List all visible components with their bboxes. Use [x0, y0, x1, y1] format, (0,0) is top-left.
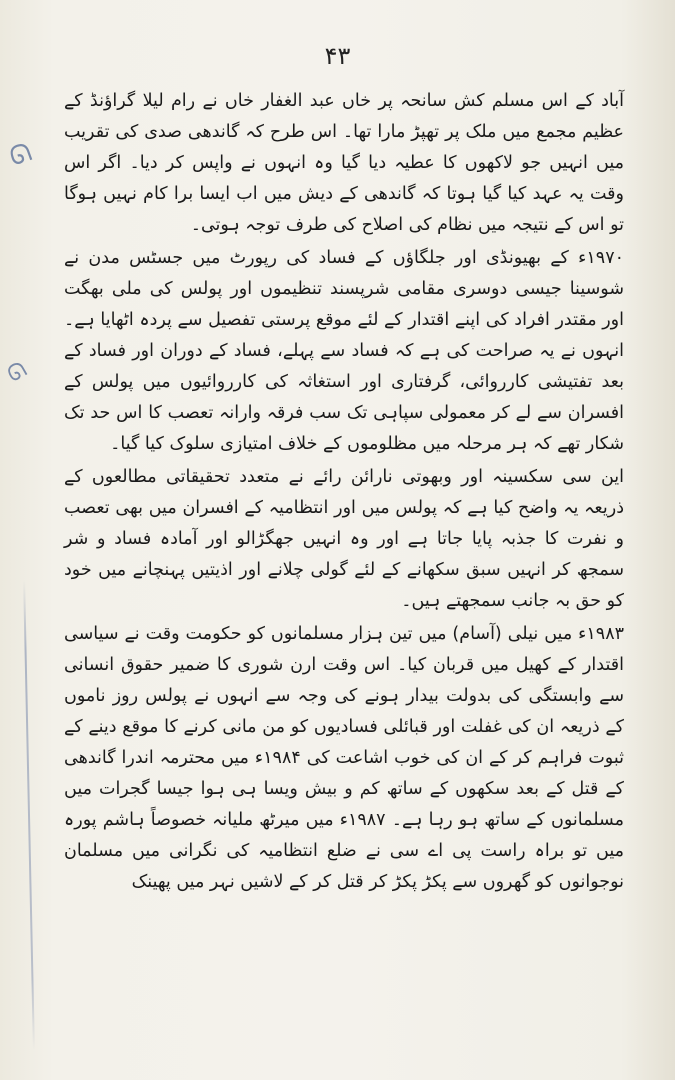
page-number: ۴۳	[324, 42, 351, 70]
paragraph-4: ۱۹۸۳ء میں نیلی (آسام) میں تین ہزار مسلمانوں کو حکومت وقت نے سیاسی اقتدار کے کھیل میں قربان کیا۔ اس وقت ارن شوری کا ضمیر حقوق انسانی سے وابستگی کی بدولت بیدار ہونے کی وجہ سے انہوں نے پولس روز ناموں کے ذریعہ ان کی غفلت اور قبائلی فسادیوں کو من مانی کرنے کا موقع دینے کے ثبوت فراہم کر کے ان کی خوب اشاعت کی ۱۹۸۴ء میں محترمہ اندرا گاندھی کے قتل کے بعد سکھوں کے ساتھ کم و بیش ویسا ہی ہوا جیسا گجرات میں مسلمانوں کے ساتھ ہو رہا ہے۔ ۱۹۸۷ء میں میرٹھ ملیانہ خصوصاً ہاشم پورہ میں تو براہ راست پی اے سی نے ضلع انتظامیہ کی نگرانی میں مسلمان نوجوانوں کو گھروں سے پکڑ پکڑ کر قتل کر کے لاشیں نہر میں پھینک	[64, 624, 625, 892]
margin-scribble: ᘏ	[2, 357, 32, 388]
margin-scribble: ᘏ	[5, 137, 36, 173]
article-body	[64, 86, 624, 898]
paragraph-2: ۱۹۷۰ء کے بھیونڈی اور جلگاؤں کے فساد کی رپورٹ میں جسٹس مدن نے شوسینا جیسی دوسری مقامی شرپسند تنظیموں اور پولس کی ملی بھگت اور مقتدر افراد کی اپنے اقتدار کے لئے موقع پرستی تفصیل سے پردہ اٹھایا ہے۔ انہوں نے یہ صراحت کی ہے کہ فساد سے پہلے، فساد کے دوران اور فساد کے بعد تفتیشی کارروائی، گرفتاری اور استغاثہ کی کارروائیوں میں پولس کے افسران سے لے کر معمولی سپاہی تک سب فرقہ وارانہ تعصب کا اس حد تک شکار تھے کہ ہر مرحلہ میں مظلوموں کے خلاف امتیازی سلوک کیا گیا۔	[64, 248, 624, 454]
paragraph-3: این سی سکسینہ اور وبھوتی نارائن رائے نے متعدد تحقیقاتی مطالعوں کے ذریعہ یہ واضح کیا ہے کہ پولس میں اور انتظامیہ کے افسران میں بھی تعصب و نفرت کا جذبہ پایا جاتا ہے اور وہ انہیں جھگڑالو اور آمادہ فساد و شر سمجھ کر انہیں سبق سکھانے کے لئے گولی چلانے اور اذیتیں پہنچانے میں خود کو حق بہ جانب سمجھتے ہیں۔	[64, 467, 624, 611]
paragraph-1: آباد کے اس مسلم کش سانحہ پر خاں عبد الغفار خاں نے رام لیلا گراؤنڈ کے عظیم مجمع میں ملک پر تھپڑ مارا تھا۔ اس طرح کہ گاندھی صدی کی تقریب میں انہیں جو لاکھوں کا عطیہ دیا گیا وہ انہوں نے واپس کر دیا۔ اگر اس وقت یہ عہد کیا گیا ہوتا کہ گاندھی کے دیش میں اب ایسا برا کام نہیں ہوگا تو اس کے نتیجہ میں نظام کی اصلاح کی طرف توجہ ہوتی۔	[64, 91, 624, 235]
margin-pencil-line	[23, 580, 35, 1050]
